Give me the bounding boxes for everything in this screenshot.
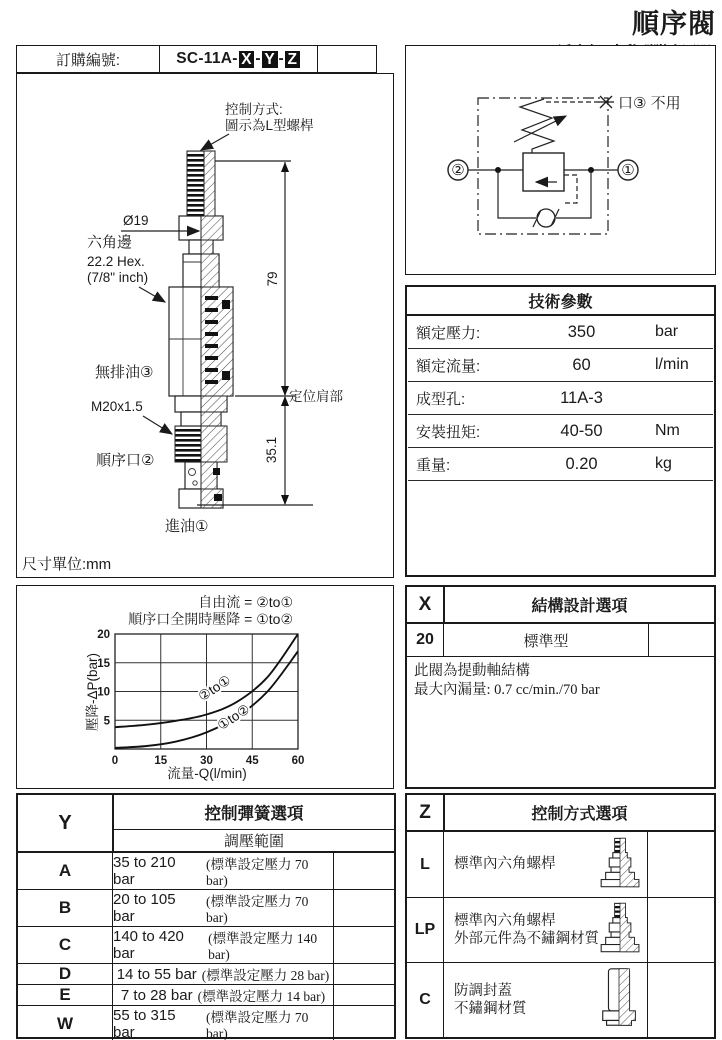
spring-code: A [18, 853, 113, 889]
table-row [407, 624, 714, 657]
svg-text:15: 15 [154, 755, 168, 767]
param-label: 安裝扭矩: [416, 423, 481, 441]
order-code-z: Z [285, 51, 300, 68]
table-row [18, 890, 394, 927]
table-row [18, 964, 394, 985]
empty-cell [648, 963, 714, 1037]
control-desc-cell [444, 898, 648, 962]
chart-xlabel: 流量-Q(l/min) [167, 766, 247, 781]
table-row [408, 415, 713, 448]
control-desc-line2: 外部元件為不鏽鋼材質 [454, 931, 599, 948]
spring-range: 14 to 55 bar [116, 965, 197, 983]
control-note-line2: 圖示為L型螺桿 [225, 118, 314, 133]
param-value: 0.20 [565, 454, 598, 473]
control-desc-line1: 防調封蓋 [454, 982, 512, 999]
order-code-prefix: SC-11A- [176, 50, 238, 67]
empty-cell [334, 1006, 394, 1040]
control-desc-cell [444, 963, 648, 1037]
chart-title-line1: 自由流 = ②to① [198, 594, 293, 610]
svg-text:45: 45 [245, 755, 259, 767]
y-options-table [16, 793, 396, 1039]
pressure-drop-chart-box [16, 585, 394, 789]
page-title: 順序閥 [632, 9, 716, 39]
order-empty-cell [318, 46, 376, 72]
param-label: 重量: [416, 456, 451, 474]
table-row [18, 853, 394, 890]
y-title: 控制彈簧選項 [114, 795, 394, 830]
inlet-label: 進油① [165, 518, 209, 535]
spring-note: (標準設定壓力 28 bar) [201, 968, 330, 983]
spring-code: W [18, 1006, 113, 1040]
order-code [160, 46, 318, 72]
spring-note: (標準設定壓力 70 bar) [206, 894, 309, 925]
chart-titles [128, 594, 293, 628]
svg-text:30: 30 [200, 755, 213, 767]
table-row [408, 316, 713, 349]
valve-cross-section-drawing [17, 74, 392, 554]
table-row [18, 985, 394, 1006]
table-row [407, 963, 714, 1037]
spring-range-cell [113, 927, 334, 963]
svg-text:0: 0 [111, 755, 119, 767]
param-unit: kg [655, 455, 672, 472]
spring-range: 7 to 28 bar [120, 986, 193, 1004]
order-code-x: X [239, 51, 255, 68]
order-code-box [16, 45, 377, 73]
svg-text:20: 20 [97, 629, 110, 641]
y-subtitle: 調壓範圍 [223, 834, 284, 850]
dim-79-label: 79 [265, 271, 280, 287]
control-code: C [407, 963, 444, 1037]
empty-cell [648, 898, 714, 962]
unit-note: 尺寸單位:mm [22, 556, 112, 573]
param-unit: bar [655, 323, 679, 340]
spring-note: (標準設定壓力 140 bar) [208, 931, 318, 962]
table-row [408, 448, 713, 481]
spring-range: 20 to 105 bar [113, 891, 176, 925]
thread-callout [91, 399, 172, 434]
control-desc-line1: 標準內六角螺桿 [454, 856, 556, 873]
spring-range-cell [113, 890, 334, 926]
spring-note: (標準設定壓力 14 bar) [197, 989, 326, 1004]
param-label: 額定流量: [416, 357, 481, 375]
diameter-label: Ø19 [123, 213, 149, 228]
hex-inch-label: (7/8" inch) [87, 270, 149, 285]
svg-text:60: 60 [291, 755, 305, 767]
hydraulic-schematic [406, 46, 714, 272]
spring-range-cell [113, 1006, 334, 1040]
param-label: 額定壓力: [416, 324, 481, 342]
hydraulic-schematic-box [405, 45, 716, 275]
sequence-port-label: 順序口② [96, 452, 155, 469]
x-options-notes [407, 657, 714, 705]
table-row [18, 927, 394, 964]
port-2-label: ② [451, 162, 465, 179]
no-drain-label: 無排油③ [95, 364, 154, 381]
adjust-screw-icon [599, 836, 641, 893]
control-desc-cell [444, 832, 648, 897]
param-label: 成型孔: [416, 390, 466, 408]
valve-drawing-box [16, 73, 394, 578]
param-value: 350 [567, 322, 596, 341]
adjust-screw-icon [599, 902, 641, 959]
order-label: 訂購編號: [17, 46, 160, 72]
y-key: Y [18, 795, 114, 851]
empty-cell [649, 624, 714, 656]
svg-text:10: 10 [97, 686, 110, 699]
z-options-table [405, 793, 716, 1039]
table-row [408, 382, 713, 415]
spring-code: E [18, 985, 113, 1005]
z-options-header [407, 795, 714, 832]
param-unit: Nm [655, 422, 680, 439]
control-desc-line2: 不鏽鋼材質 [454, 1001, 527, 1018]
control-note-line1: 控制方式: [225, 102, 283, 117]
empty-cell [334, 853, 394, 889]
empty-cell [334, 964, 394, 984]
x-key: X [407, 587, 445, 622]
control-desc-line1: 標準內六角螺桿 [454, 913, 556, 929]
spring-note: (標準設定壓力 70 bar) [206, 857, 309, 888]
x-options-header [407, 587, 714, 624]
curve-label: ②to① [195, 672, 234, 705]
svg-text:5: 5 [103, 715, 110, 728]
spring-range: 35 to 210 bar [113, 854, 176, 888]
param-value: 60 [572, 355, 591, 374]
empty-cell [334, 890, 394, 926]
spring-range: 140 to 420 bar [113, 928, 184, 962]
spring-note: (標準設定壓力 70 bar) [206, 1010, 309, 1040]
chart-title-line2: 順序口全開時壓降 = ①to② [128, 611, 293, 627]
param-value: 11A-3 [560, 388, 603, 407]
table-row [407, 898, 714, 963]
empty-cell [648, 832, 714, 897]
param-value: 40-50 [560, 421, 603, 440]
table-row [18, 1006, 394, 1040]
z-title: 控制方式選項 [531, 806, 628, 823]
order-code-y: Y [262, 51, 278, 68]
dim-35-1-label: 35.1 [264, 436, 279, 464]
param-unit: l/min [655, 356, 689, 373]
table-row [408, 349, 713, 382]
spring-code: D [18, 964, 113, 984]
table-row [407, 832, 714, 898]
spring-code: B [18, 890, 113, 926]
control-code: LP [407, 898, 444, 962]
port-3-note: 口③ 不用 [618, 95, 681, 112]
x-option-code: 20 [407, 624, 444, 656]
hex-label: 六角邊 [87, 234, 133, 251]
control-note [201, 101, 314, 150]
empty-cell [334, 927, 394, 963]
spring-range-cell [113, 964, 334, 984]
spring-range-cell [113, 853, 334, 889]
pressure-drop-chart [17, 626, 392, 788]
spring-range-cell [113, 985, 334, 1005]
svg-text:15: 15 [97, 657, 110, 670]
tech-params-title: 技術參數 [407, 287, 714, 316]
spring-code: C [18, 927, 113, 963]
x-option-label: 標準型 [444, 624, 649, 656]
spring-range: 55 to 315 bar [113, 1007, 176, 1040]
chart-ylabel: 壓降-ΔP(bar) [85, 652, 100, 732]
port-1-label: ① [621, 162, 635, 179]
hex-callout [87, 233, 165, 302]
x-note-line2: 最大內漏量: 0.7 cc/min./70 bar [414, 681, 600, 698]
hex-size-label: 22.2 Hex. [87, 254, 145, 269]
x-note-line1: 此閥為提動軸結構 [414, 663, 530, 679]
tech-params-table [405, 285, 716, 577]
thread-label: M20x1.5 [91, 399, 143, 414]
empty-cell [334, 985, 394, 1005]
sealed-cap-icon [597, 967, 641, 1034]
x-title: 結構設計選項 [531, 598, 628, 615]
curve-label: ①to② [214, 701, 253, 734]
shoulder-label: 定位肩部 [289, 389, 343, 404]
y-header-right [114, 795, 394, 851]
z-key: Z [407, 795, 445, 830]
order-sep2: - [278, 50, 284, 67]
x-options-table [405, 585, 716, 789]
y-options-header [18, 795, 394, 853]
control-code: L [407, 832, 444, 897]
order-sep1: - [255, 50, 261, 67]
